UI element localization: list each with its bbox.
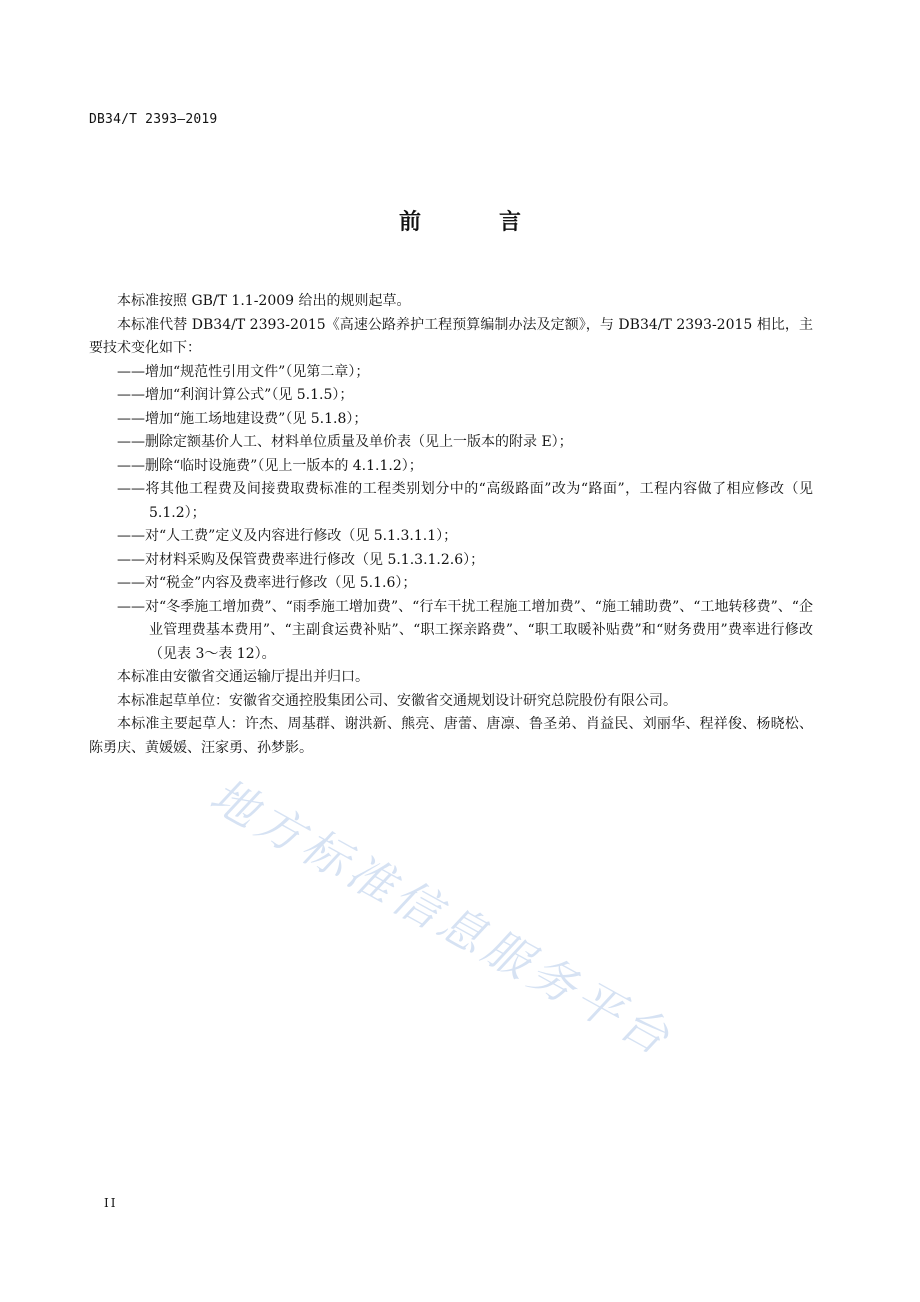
- standard-code: DB34/T 2393—2019: [89, 112, 218, 127]
- page-number: II: [104, 1196, 118, 1210]
- change-item: ——将其他工程费及间接费取费标准的工程类别划分中的“高级路面”改为“路面”，工程内容做了相应修改（见 5.1.2）；: [117, 481, 813, 521]
- document-body: [89, 290, 813, 760]
- change-item: ——对“人工费”定义及内容进行修改（见 5.1.3.1.1）；: [117, 528, 458, 544]
- change-item: ——增加“利润计算公式”（见 5.1.5）；: [117, 387, 354, 403]
- paragraph-drafting-rules: 本标准按照 GB/T 1.1-2009 给出的规则起草。: [117, 293, 411, 309]
- page-title: 前 言: [398, 210, 549, 235]
- paragraph-proposer: 本标准由安徽省交通运输厅提出并归口。: [117, 669, 369, 685]
- change-item: ——对材料采购及保管费费率进行修改（见 5.1.3.1.2.6）；: [117, 551, 485, 568]
- change-item: ——对“税金”内容及费率进行修改（见 5.1.6）；: [117, 575, 417, 591]
- paragraph-drafting-units: 本标准起草单位：安徽省交通控股集团公司、安徽省交通规划设计研究总院股份有限公司。: [117, 692, 677, 709]
- watermark-text: 地方标准信息服务平台: [201, 767, 683, 1068]
- paragraph-drafters: 本标准主要起草人：许杰、周基群、谢洪新、熊亮、唐蕾、唐凛、鲁圣弟、肖益民、刘丽华、程祥俊、杨晓松、陈勇庆、黄媛媛、汪家勇、孙梦影。: [89, 716, 813, 756]
- change-item: ——增加“施工场地建设费”（见 5.1.8）；: [117, 410, 368, 427]
- change-list: [89, 361, 813, 667]
- change-item: ——增加“规范性引用文件”（见第二章）；: [117, 363, 370, 380]
- change-item: ——删除“临时设施费”（见上一版本的 4.1.1.2）；: [117, 457, 423, 474]
- change-item: ——删除定额基价人工、材料单位质量及单价表（见上一版本的附录 E）；: [117, 434, 573, 450]
- change-item: ——对“冬季施工增加费”、“雨季施工增加费”、“行车干扰工程施工增加费”、“施工辅助费”、“工地转移费”、“企业管理费基本费用”、“主副食运费补贴”、“职工探亲路费”、“职工取暖补贴费”和“财务费用”费率进行修改（见表 3～表 12）。: [117, 598, 813, 662]
- paragraph-replacement: 本标准代替 DB34/T 2393-2015《高速公路养护工程预算编制办法及定额》，与 DB34/T 2393-2015 相比，主要技术变化如下：: [89, 316, 813, 356]
